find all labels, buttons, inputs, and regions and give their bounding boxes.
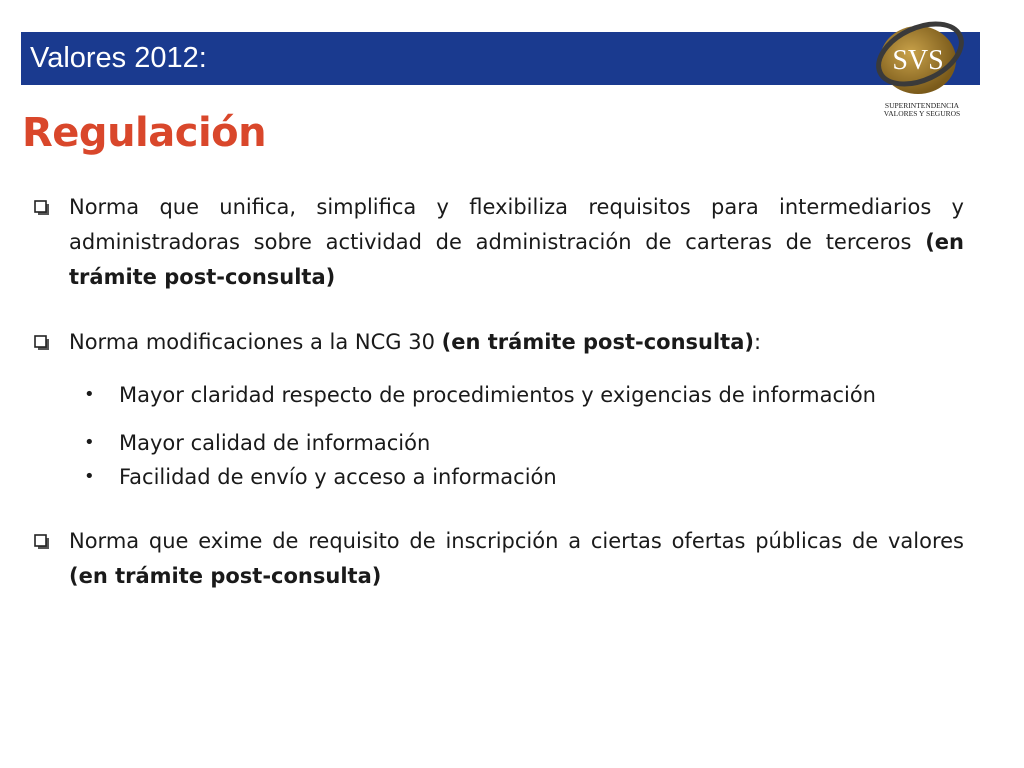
sub-bullet-text: Mayor claridad respecto de procedimientos y exigencias de información [119,383,876,407]
bullet-dot-icon: • [84,432,95,453]
sub-bullet-list [82,378,964,494]
list-item [32,325,964,360]
item-status: (en trámite post-consulta) [69,564,382,588]
sub-bullet-item [82,460,964,494]
item-text: Norma modificaciones a la NCG 30 [69,330,442,354]
bullet-dot-icon: • [84,466,95,487]
checkbox-bullet-icon [34,335,50,351]
logo-caption-line1: SUPERINTENDENCIA [884,101,960,110]
item-suffix: : [754,330,762,354]
list-item [32,190,964,295]
bullet-dot-icon: • [84,384,95,405]
list-item [32,524,964,594]
header-title: Valores 2012: [30,42,207,74]
svs-logo-icon [870,18,970,102]
header-bar [21,32,980,85]
sub-bullet-item [82,426,964,460]
item-text: Norma que exime de requisito de inscripción a ciertas ofertas públicas de valores [69,529,964,553]
svs-logo [870,18,970,123]
page-title: Regulación [22,110,267,156]
logo-caption-line2: VALORES Y SEGUROS [883,109,961,118]
item-status: (en trámite post-consulta) [441,330,754,354]
sub-bullet-text: Mayor calidad de información [119,431,431,455]
sub-bullet-text: Facilidad de envío y acceso a información [119,465,557,489]
checkbox-bullet-icon [34,534,50,550]
slide-content [32,190,964,594]
sub-bullet-item [82,378,964,412]
item-status: (en trámite post-consulta) [69,230,964,289]
logo-caption [876,102,968,118]
svg-text:SVS: SVS [892,45,944,76]
checkbox-bullet-icon [34,200,50,216]
item-text: Norma que unifica, simplifica y flexibiliza requisitos para intermediarios y administradoras sobre actividad de administración de carteras de terceros [69,195,964,254]
